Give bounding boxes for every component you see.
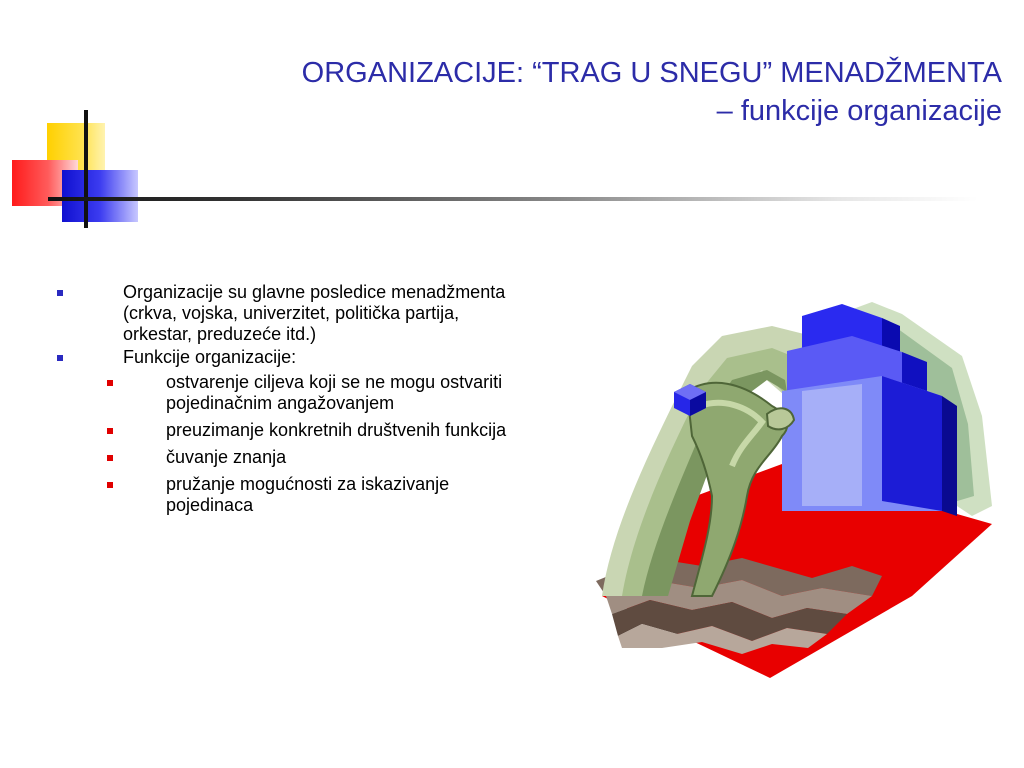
decor-blue-square [62, 170, 138, 222]
slide-title-line1: ORGANIZACIJE: “TRAG U SNEGU” MENADŽMENTA [301, 57, 1002, 89]
decor-vertical-line [84, 110, 88, 228]
sub-bullet-line: pružanje mogućnosti za iskazivanje [166, 474, 450, 494]
sub-bullet-item [0, 372, 620, 414]
square-bullet-icon [107, 428, 113, 434]
title-underline [48, 197, 978, 201]
square-bullet-icon [107, 455, 113, 461]
bullet-item [0, 282, 620, 345]
bullet-line: orkestar, preduzeće itd.) [123, 324, 317, 344]
bullet-line: Funkcije organizacije: [123, 347, 297, 367]
slide-title [102, 54, 1002, 130]
square-bullet-icon [107, 380, 113, 386]
bullet-item [0, 347, 620, 368]
sub-bullet-line: čuvanje znanja [166, 447, 287, 467]
sub-bullet-item [0, 474, 620, 516]
person-climbing-toward-blue-building-icon [582, 296, 1002, 686]
square-bullet-icon [107, 482, 113, 488]
bullet-line: Organizacije su glavne posledice menadžmenta [123, 282, 506, 302]
square-bullet-icon [57, 290, 63, 296]
slide-title-line2: – funkcije organizacije [716, 95, 1002, 127]
square-bullet-icon [57, 355, 63, 361]
bullet-list [0, 282, 620, 522]
sub-bullet-line: pojedinačnim angažovanjem [166, 393, 395, 413]
sub-bullet-line: preuzimanje konkretnih društvenih funkcija [166, 420, 507, 440]
sub-bullet-item [0, 447, 620, 468]
bullet-line: (crkva, vojska, univerzitet, politička partija, [123, 303, 460, 323]
sub-bullet-line: pojedinaca [166, 495, 254, 515]
sub-bullet-item [0, 420, 620, 441]
sub-bullet-line: ostvarenje ciljeva koji se ne mogu ostvariti [166, 372, 503, 392]
